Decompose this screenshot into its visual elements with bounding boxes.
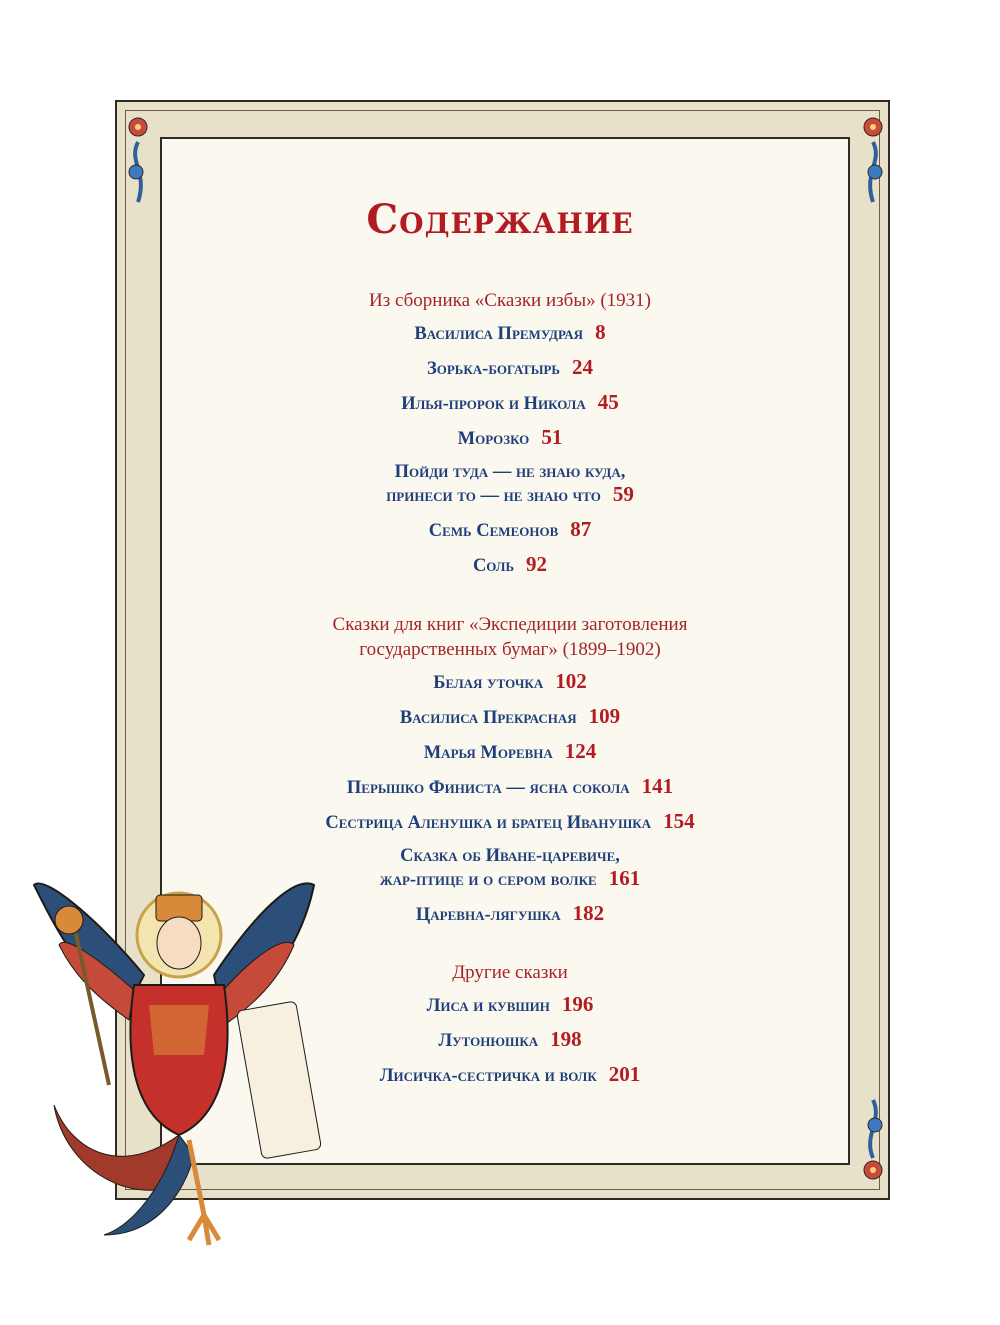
toc-entry[interactable]: Зорька-богатырь 24	[426, 355, 594, 379]
toc-entry[interactable]: Лисичка-сестричка и волк 201	[379, 1062, 641, 1086]
toc-entry[interactable]: Морозко 51	[457, 425, 563, 449]
section-heading: Другие сказки	[452, 962, 568, 983]
toc-entry[interactable]: Илья-пророк и Никола 45	[401, 390, 619, 414]
section-heading: Сказки для книг «Экспедиции заготовления государственных бумаг» (1899–1902)	[332, 614, 688, 660]
toc-entry[interactable]: Соль 92	[472, 552, 548, 576]
section-heading: Из сборника «Сказки избы» (1931)	[369, 290, 651, 311]
toc-entry[interactable]: Василиса Премудрая 8	[414, 320, 606, 344]
toc-entry[interactable]: Пойди туда — не знаю куда, принеси то — не знаю что 59	[386, 462, 634, 506]
toc-entry[interactable]: Лутонюшка 198	[438, 1027, 582, 1051]
toc-section-1	[180, 288, 840, 588]
toc-entry[interactable]: Василиса Прекрасная 109	[399, 704, 621, 728]
toc-entry[interactable]: Сказка об Иване-царевиче, жар-птице и о сером волке 161	[379, 846, 641, 890]
toc-entry[interactable]: Белая уточка 102	[433, 669, 587, 693]
toc-entry[interactable]: Лиса и кувшин 196	[426, 992, 594, 1016]
sirin-bird-icon	[14, 855, 344, 1265]
toc-entry[interactable]: Семь Семеонов 87	[428, 517, 592, 541]
page-title: Содержание	[366, 196, 634, 243]
toc-entry[interactable]: Царевна-лягушка 182	[415, 901, 605, 925]
toc-entry[interactable]: Марья Моревна 124	[423, 739, 597, 763]
toc-entry[interactable]: Перышко Финиста — ясна сокола 141	[346, 774, 674, 798]
toc-entry[interactable]: Сестрица Аленушка и братец Иванушка 154	[325, 809, 695, 833]
